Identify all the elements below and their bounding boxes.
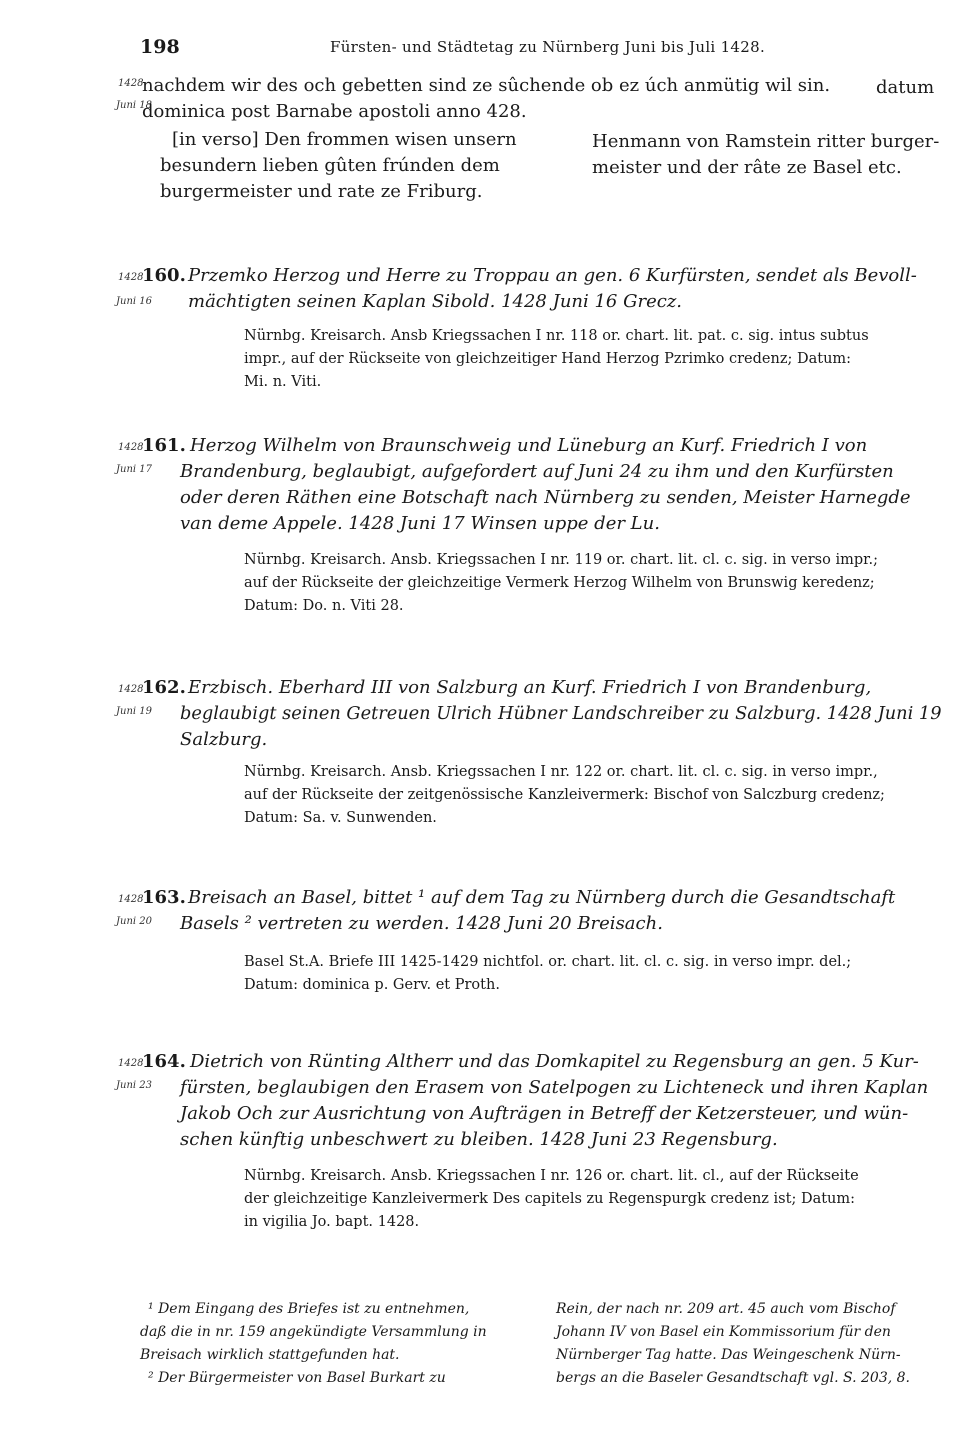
entry-line: Basels ² vertreten zu werden. 1428 Juni 20 Breisach. [180, 913, 663, 934]
text-line: datum [876, 77, 935, 98]
entry-date: Juni 19 [116, 706, 152, 717]
entry-number: 163. [142, 887, 186, 908]
entry-date: Juni 20 [116, 916, 152, 927]
address-line: besundern lieben gûten frúnden dem [160, 155, 500, 176]
source-line: in vigilia Jo. bapt. 1428. [244, 1214, 420, 1230]
margin-year: 1428 [118, 78, 144, 89]
margin-date: Juni 18 [116, 100, 152, 111]
address-line: Henmann von Ramstein ritter burger- [592, 131, 940, 152]
text-line: nachdem wir des och gebetten sind ze sûchende ob ez úch anmütig wil sin. [142, 75, 831, 96]
source-line: Nürnbg. Kreisarch. Ansb. Kriegssachen I nr. 126 or. chart. lit. cl., auf der Rückseite [244, 1168, 859, 1184]
source-line: Nürnbg. Kreisarch. Ansb. Kriegssachen I nr. 119 or. chart. lit. cl. c. sig. in verso impr.; [244, 552, 878, 568]
entry-number: 161. [142, 435, 186, 456]
running-title: Fürsten- und Städtetag zu Nürnberg Juni bis Juli 1428. [330, 38, 766, 56]
footnote-line: Nürnberger Tag hatte. Das Weingeschenk Nürn- [556, 1347, 901, 1363]
entry-year: 1428 [118, 272, 144, 283]
source-line: auf der Rückseite der gleichzeitige Vermerk Herzog Wilhelm von Brunswig keredenz; [244, 575, 875, 591]
source-line: Mi. n. Viti. [244, 374, 322, 390]
source-line: Datum: dominica p. Gerv. et Proth. [244, 977, 500, 993]
address-line: [in verso] Den frommen wisen unsern [172, 129, 517, 150]
source-line: auf der Rückseite der zeitgenössische Kanzleivermerk: Bischof von Salczburg credenz; [244, 787, 885, 803]
entry-line: Salzburg. [180, 729, 268, 750]
entry-number: 164. [142, 1051, 186, 1072]
entry-line: Przemko Herzog und Herre zu Troppau an gen. 6 Kurfürsten, sendet als Bevoll- [188, 265, 917, 286]
source-line: Datum: Sa. v. Sunwenden. [244, 810, 437, 826]
entry-line: mächtigten seinen Kaplan Sibold. 1428 Juni 16 Grecz. [188, 291, 683, 312]
entry-line: Erzbisch. Eberhard III von Salzburg an Kurf. Friedrich I von Brandenburg, [188, 677, 872, 698]
entry-date: Juni 23 [116, 1080, 152, 1091]
entry-line: Dietrich von Rünting Altherr und das Domkapitel zu Regensburg an gen. 5 Kur- [190, 1051, 919, 1072]
footnote-line: ¹ Dem Eingang des Briefes ist zu entnehmen, [148, 1301, 470, 1317]
page-number: 198 [140, 36, 180, 58]
entry-line: Brandenburg, beglaubigt, aufgefordert auf Juni 24 zu ihm und den Kurfürsten [180, 461, 894, 482]
entry-date: Juni 17 [116, 464, 152, 475]
entry-year: 1428 [118, 1058, 144, 1069]
address-line: burgermeister und rate ze Friburg. [160, 181, 483, 202]
entry-date: Juni 16 [116, 296, 152, 307]
entry-line: fürsten, beglaubigen den Erasem von Satelpogen zu Lichteneck und ihren Kaplan [180, 1077, 929, 1098]
entry-line: beglaubigt seinen Getreuen Ulrich Hübner Landschreiber zu Salzburg. 1428 Juni 19 [180, 704, 942, 724]
entry-number: 162. [142, 677, 186, 698]
footnote-line: Breisach wirklich stattgefunden hat. [140, 1347, 400, 1363]
source-line: Nürnbg. Kreisarch. Ansb Kriegssachen I nr. 118 or. chart. lit. pat. c. sig. intus subtus [244, 328, 869, 344]
entry-line: oder deren Räthen eine Botschaft nach Nürnberg zu senden, Meister Harnegde [180, 487, 911, 508]
entry-number: 160. [142, 265, 186, 286]
entry-line: van deme Appele. 1428 Juni 17 Winsen uppe der Lu. [180, 513, 660, 534]
entry-year: 1428 [118, 894, 144, 905]
footnote-line: ² Der Bürgermeister von Basel Burkart zu [148, 1370, 446, 1386]
footnote-line: Johann IV von Basel ein Kommissorium für den [556, 1324, 891, 1340]
source-line: der gleichzeitige Kanzleivermerk Des capitels zu Regenspurgk credenz ist; Datum: [244, 1191, 856, 1207]
entry-line: Herzog Wilhelm von Braunschweig und Lüneburg an Kurf. Friedrich I von [190, 435, 868, 456]
entry-line: Breisach an Basel, bittet ¹ auf dem Tag zu Nürnberg durch die Gesandtschaft [188, 887, 896, 908]
source-line: Basel St.A. Briefe III 1425-1429 nichtfol. or. chart. lit. cl. c. sig. in verso impr. del.; [244, 954, 852, 970]
address-line: meister und der râte ze Basel etc. [592, 157, 902, 178]
entry-year: 1428 [118, 684, 144, 695]
text-line: dominica post Barnabe apostoli anno 428. [142, 101, 527, 122]
source-line: Datum: Do. n. Viti 28. [244, 598, 404, 614]
entry-line: schen künftig unbeschwert zu bleiben. 1428 Juni 23 Regensburg. [180, 1129, 778, 1150]
footnote-line: bergs an die Baseler Gesandtschaft vgl. S. 203, 8. [556, 1370, 911, 1386]
entry-line: Jakob Och zur Ausrichtung von Aufträgen in Betreff der Ketzersteuer, und wün- [180, 1103, 909, 1124]
footnote-line: daß die in nr. 159 angekündigte Versammlung in [140, 1324, 487, 1340]
entry-year: 1428 [118, 442, 144, 453]
source-line: Nürnbg. Kreisarch. Ansb. Kriegssachen I nr. 122 or. chart. lit. cl. c. sig. in verso impr., [244, 764, 878, 780]
footnote-line: Rein, der nach nr. 209 art. 45 auch vom Bischof [556, 1301, 896, 1317]
source-line: impr., auf der Rückseite von gleichzeitiger Hand Herzog Pzrimko credenz; Datum: [244, 351, 852, 367]
